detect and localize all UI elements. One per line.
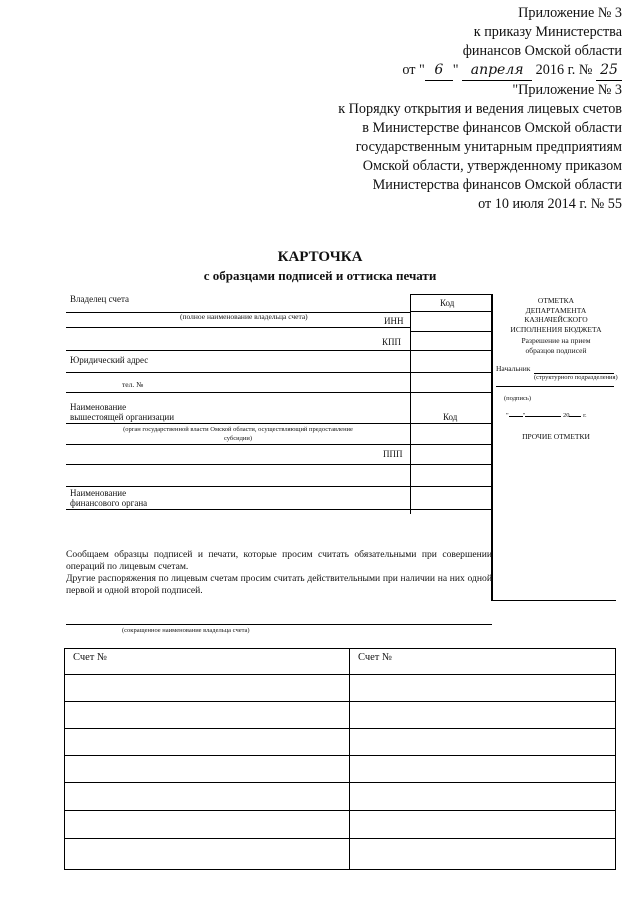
- date-day: 6: [425, 61, 453, 81]
- mark-line-3: КАЗНАЧЕЙСКОГО: [524, 315, 588, 324]
- date-year: 2016 г. №: [535, 62, 593, 78]
- treasury-mark: [496, 296, 616, 355]
- mark-date-q1: ": [506, 412, 509, 419]
- mark-date-q2: ": [522, 412, 526, 419]
- signature-hint: (подпись): [504, 395, 531, 402]
- header-line: финансов Омской области: [462, 43, 622, 59]
- header-line: от 10 июля 2014 г. № 55: [478, 196, 622, 212]
- date-prefix: от ": [402, 62, 425, 78]
- chief-label: Начальник: [496, 364, 531, 373]
- code-label: Код: [440, 298, 455, 308]
- mark-line-1: ОТМЕТКА: [537, 296, 575, 305]
- notice-text: [66, 549, 492, 597]
- header-line: Приложение № 3: [518, 5, 622, 21]
- header-line: "Приложение № 3: [512, 82, 622, 98]
- appendix-header: [338, 4, 622, 214]
- header-line: Омской области, утвержденному приказом: [362, 158, 622, 174]
- header-date-line: [338, 61, 622, 81]
- fin-org-label: [70, 488, 147, 508]
- mark-date-g: г.: [583, 412, 587, 419]
- code-label-2: Код: [443, 412, 458, 422]
- parent-org-label: [70, 402, 174, 422]
- page-title: КАРТОЧКА: [277, 249, 363, 265]
- owner-label: Владелец счета: [70, 294, 129, 304]
- permission-2: образцов подписей: [525, 345, 587, 355]
- page-subtitle: с образцами подписей и оттиска печати: [203, 268, 437, 283]
- notice-p2: Другие распоряжения по лицевым счетам просим считать действительными при наличии на них одной первой и одной второй подписей.: [66, 573, 492, 596]
- mark-date-year: 20: [562, 412, 570, 419]
- tel-label: тел. №: [122, 380, 144, 389]
- permission-1: Разрешение на прием: [521, 336, 591, 345]
- parent-org-hint-1: (орган государственной власти Омской области, осуществляющий предоставление: [123, 426, 353, 433]
- short-name-hint: (сокращенное наименование владельца счета): [122, 627, 250, 634]
- notice-p1: Сообщаем образцы подписей и печати, которые просим считать обязательными при совершении операций по лицевым счетам.: [66, 549, 492, 572]
- chief-hint: (структурного подразделения): [534, 374, 618, 381]
- parent-org-hint: [66, 425, 410, 443]
- date-month: апреля: [462, 61, 532, 81]
- fin-org-label-2: финансового органа: [70, 498, 148, 508]
- header-line: государственным унитарным предприятиям: [355, 139, 622, 155]
- header-line: к Порядку открытия и ведения лицевых счетов: [338, 101, 622, 117]
- parent-org-label-2: вышестоящей организации: [70, 412, 175, 422]
- owner-hint: (полное наименование владельца счета): [180, 312, 308, 321]
- other-marks-label: ПРОЧИЕ ОТМЕТКИ: [522, 432, 590, 441]
- mark-date-line: [506, 412, 616, 419]
- mark-line-4: ИСПОЛНЕНИЯ БЮДЖЕТА: [510, 324, 602, 334]
- inn-label: ИНН: [384, 316, 404, 326]
- date-number: 25: [596, 61, 622, 81]
- fin-org-label-1: Наименование: [70, 488, 127, 498]
- date-mid: ": [452, 62, 459, 78]
- account-header-1: Счет №: [73, 652, 108, 663]
- header-line: в Министерстве финансов Омской области: [362, 120, 622, 136]
- address-label: Юридический адрес: [70, 355, 149, 365]
- ppp-label: ППП: [383, 449, 403, 459]
- parent-org-label-1: Наименование: [70, 402, 127, 412]
- parent-org-hint-2: субсидии): [223, 435, 253, 442]
- mark-line-2: ДЕПАРТАМЕНТА: [525, 305, 587, 315]
- accounts-table: [64, 648, 616, 870]
- header-line: Министерства финансов Омской области: [372, 177, 622, 193]
- kpp-label: КПП: [382, 337, 402, 347]
- account-header-2: Счет №: [358, 652, 393, 663]
- header-line: к приказу Министерства: [473, 24, 622, 40]
